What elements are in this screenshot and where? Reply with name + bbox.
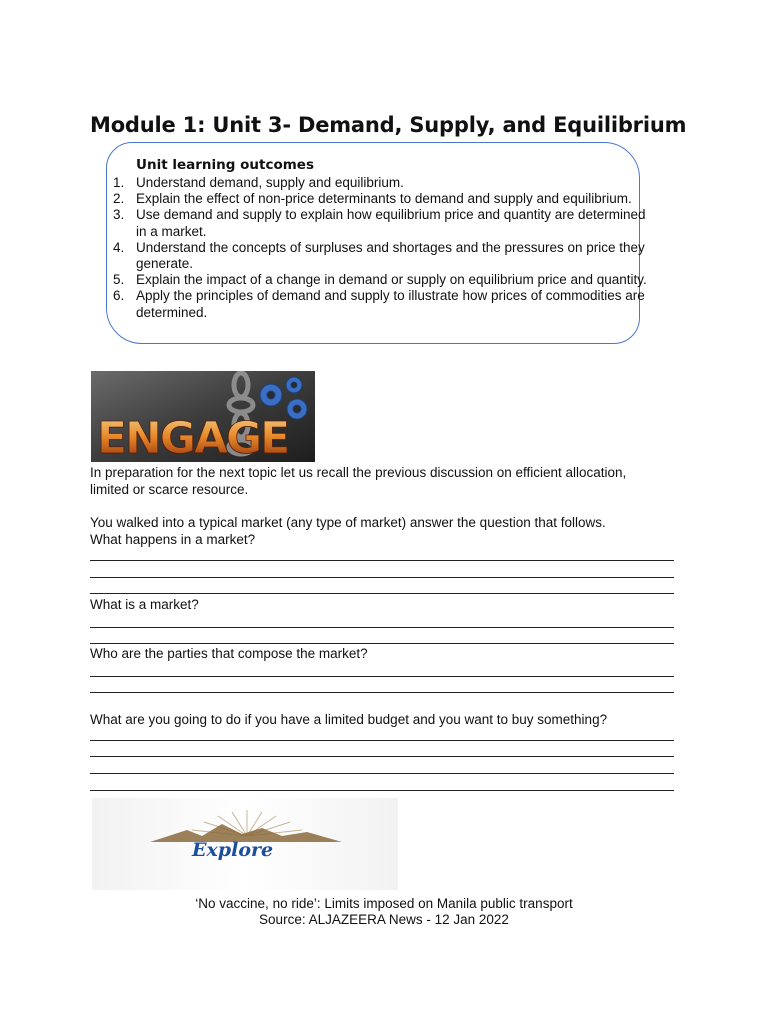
outcome-number: 1. <box>113 175 125 190</box>
explore-logo-text: Explore <box>192 839 274 861</box>
question-2: What is a market? <box>90 597 199 612</box>
answer-line[interactable] <box>90 577 674 578</box>
outcomes-heading: Unit learning outcomes <box>136 157 314 173</box>
outcome-text: Explain the impact of a change in demand or supply on equilibrium price and quantity. <box>136 272 647 288</box>
answer-line[interactable] <box>90 692 674 693</box>
outcome-number: 3. <box>113 207 125 223</box>
outcome-text: Use demand and supply to explain how equilibrium price and quantity are determined in a market. <box>136 207 646 239</box>
answer-line[interactable] <box>90 773 674 774</box>
outcome-number: 5. <box>113 272 125 288</box>
outcome-item <box>110 207 650 239</box>
intro-line-1: In preparation for the next topic let us recall the previous discussion on efficient allocation, <box>90 465 627 480</box>
intro-line-2: limited or scarce resource. <box>90 482 249 497</box>
question-1: What happens in a market? <box>90 532 256 547</box>
outcome-item <box>110 191 650 207</box>
outcome-number: 2. <box>113 191 125 207</box>
outcome-number: 4. <box>113 239 125 255</box>
answer-line[interactable] <box>90 627 674 628</box>
outcome-item <box>110 272 650 288</box>
answer-line[interactable] <box>90 790 674 791</box>
answer-line[interactable] <box>90 560 674 561</box>
article-title: ‘No vaccine, no ride’: Limits imposed on Manila public transport <box>195 896 573 911</box>
engage-logo-text: ENGAGE <box>97 413 289 462</box>
question-3: Who are the parties that compose the market? <box>90 646 368 661</box>
outcome-item <box>110 288 650 320</box>
answer-line[interactable] <box>90 593 674 594</box>
outcome-item <box>110 240 650 272</box>
outcome-text: Understand the concepts of surpluses and shortages and the pressures on price they generate. <box>136 239 645 272</box>
outcomes-list <box>110 175 650 321</box>
outcome-number: 6. <box>113 288 125 304</box>
engage-image <box>91 371 315 462</box>
outcome-text: Explain the effect of non-price determinants to demand and supply and equilibrium. <box>136 191 632 207</box>
outcome-text: Understand demand, supply and equilibrium. <box>136 175 404 190</box>
prompt-line: You walked into a typical market (any type of market) answer the question that follows. <box>90 515 606 530</box>
page-title: Module 1: Unit 3- Demand, Supply, and Equilibrium <box>90 113 687 137</box>
article-source: Source: ALJAZEERA News - 12 Jan 2022 <box>259 912 509 927</box>
outcome-text: Apply the principles of demand and supply to illustrate how prices of commodities are determined. <box>136 288 645 320</box>
engage-banner <box>91 371 315 462</box>
outcome-item <box>110 175 650 191</box>
explore-banner <box>92 798 398 890</box>
explore-image <box>92 798 398 890</box>
answer-line[interactable] <box>90 740 674 741</box>
question-4: What are you going to do if you have a limited budget and you want to buy something? <box>90 712 608 727</box>
answer-line[interactable] <box>90 756 674 757</box>
answer-line[interactable] <box>90 676 674 677</box>
answer-line[interactable] <box>90 643 674 644</box>
